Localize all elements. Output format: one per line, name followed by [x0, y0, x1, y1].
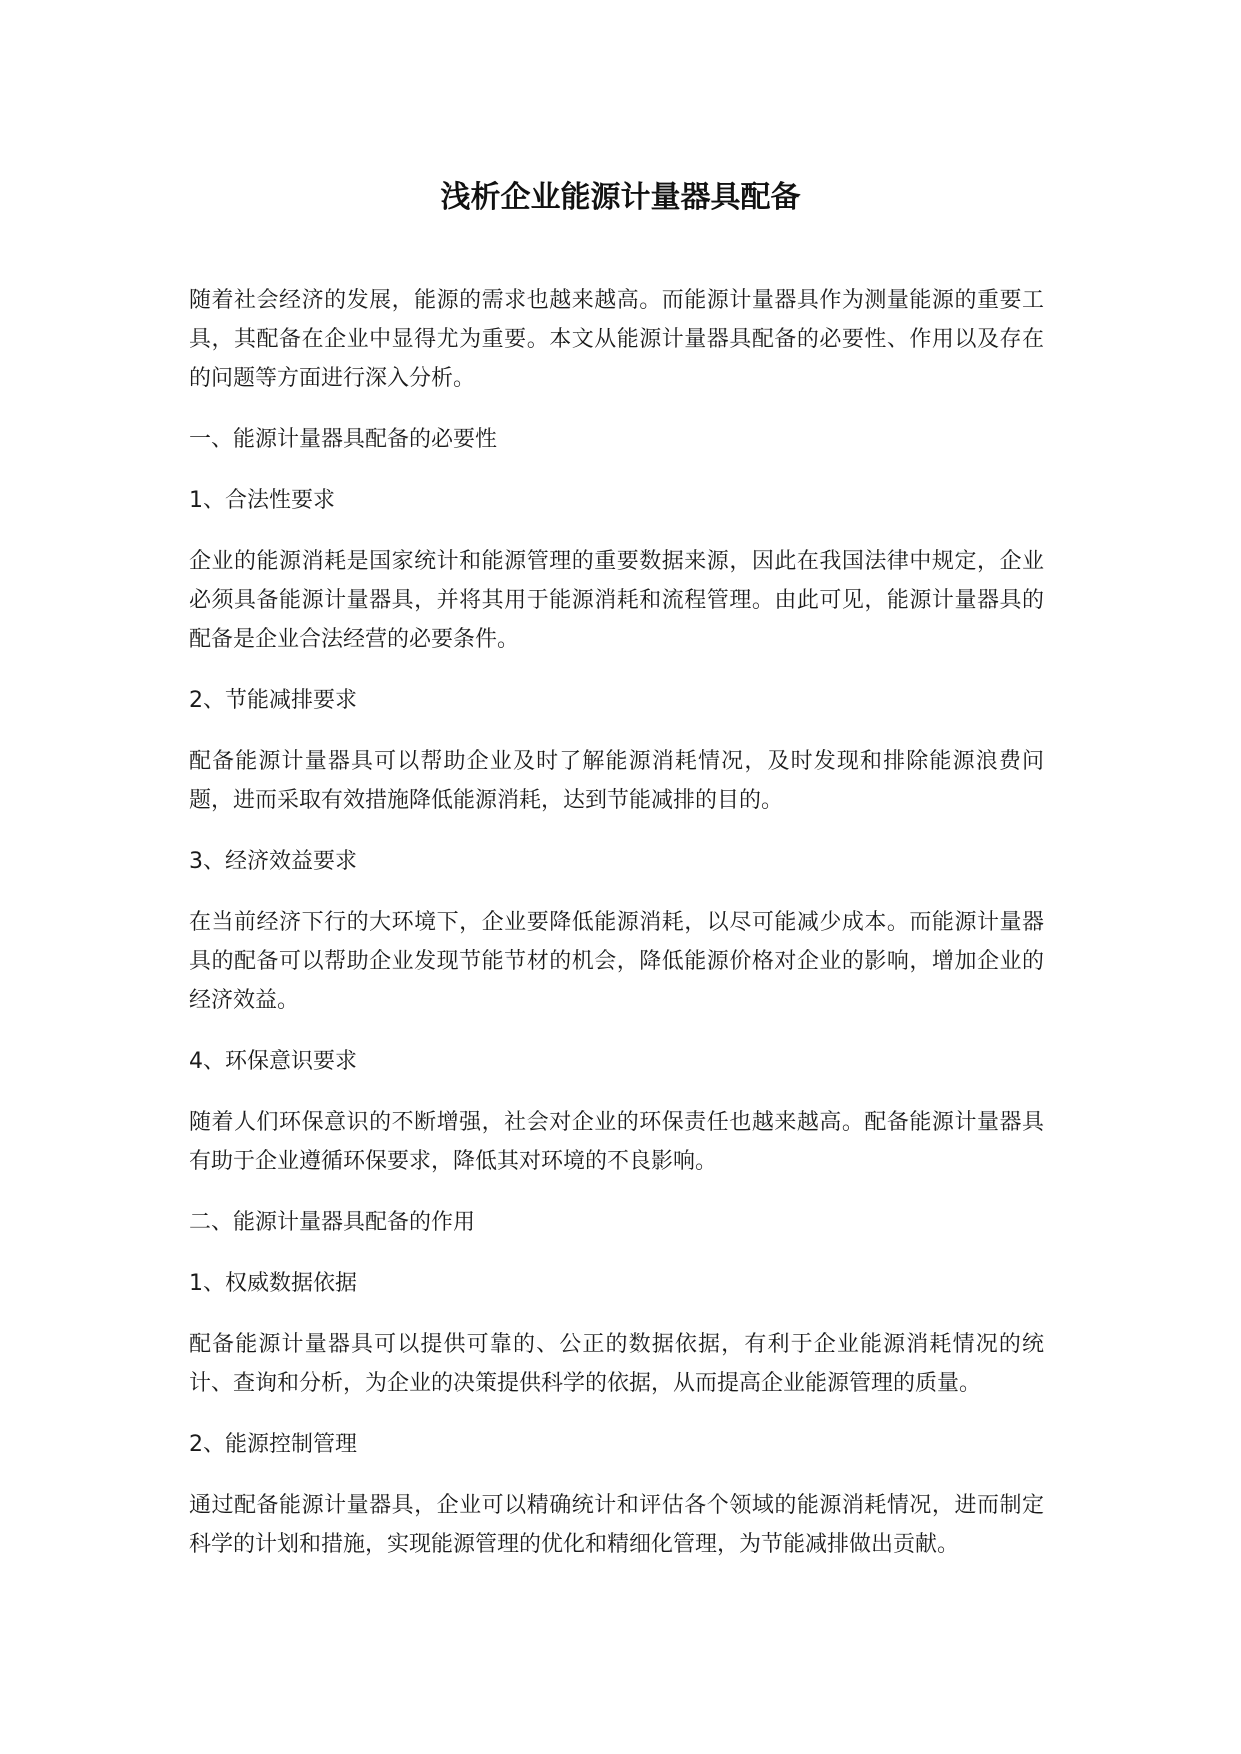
- subheading-environmental: 4、环保意识要求: [189, 1049, 357, 1074]
- paragraph-environmental: 随着人们环保意识的不断增强，社会对企业的环保责任也越来越高。配备能源计量器具有助于企业遵循环保要求，降低其对环境的不良影响。: [189, 1110, 1044, 1174]
- paragraph-authoritative-data: 配备能源计量器具可以提供可靠的、公正的数据依据，有利于企业能源消耗情况的统计、查询和分析，为企业的决策提供科学的依据，从而提高企业能源管理的质量。: [189, 1332, 1044, 1396]
- subheading-authoritative-data: 1、权威数据依据: [189, 1271, 357, 1296]
- subheading-energy-control: 2、能源控制管理: [189, 1432, 357, 1457]
- subheading-legality: 1、合法性要求: [189, 488, 335, 513]
- subheading-energy-saving: 2、节能减排要求: [189, 688, 357, 713]
- section-heading-role: 二、能源计量器具配备的作用: [189, 1210, 476, 1235]
- page-title: 浅析企业能源计量器具配备: [440, 180, 801, 215]
- paragraph-energy-saving: 配备能源计量器具可以帮助企业及时了解能源消耗情况，及时发现和排除能源浪费问题，进而采取有效措施降低能源消耗，达到节能减排的目的。: [189, 749, 1044, 813]
- intro-paragraph: 随着社会经济的发展，能源的需求也越来越高。而能源计量器具作为测量能源的重要工具，其配备在企业中显得尤为重要。本文从能源计量器具配备的必要性、作用以及存在的问题等方面进行深入分析。: [189, 288, 1044, 391]
- paragraph-economic-benefit: 在当前经济下行的大环境下，企业要降低能源消耗，以尽可能减少成本。而能源计量器具的配备可以帮助企业发现节能节材的机会，降低能源价格对企业的影响，增加企业的经济效益。: [189, 910, 1044, 1013]
- subheading-economic-benefit: 3、经济效益要求: [189, 849, 357, 874]
- document-body: [189, 281, 1044, 1586]
- section-heading-necessity: 一、能源计量器具配备的必要性: [189, 427, 498, 452]
- paragraph-legality: 企业的能源消耗是国家统计和能源管理的重要数据来源，因此在我国法律中规定，企业必须具备能源计量器具，并将其用于能源消耗和流程管理。由此可见，能源计量器具的配备是企业合法经营的必要条件。: [189, 549, 1044, 652]
- paragraph-energy-control: 通过配备能源计量器具，企业可以精确统计和评估各个领域的能源消耗情况，进而制定科学的计划和措施，实现能源管理的优化和精细化管理，为节能减排做出贡献。: [189, 1493, 1044, 1557]
